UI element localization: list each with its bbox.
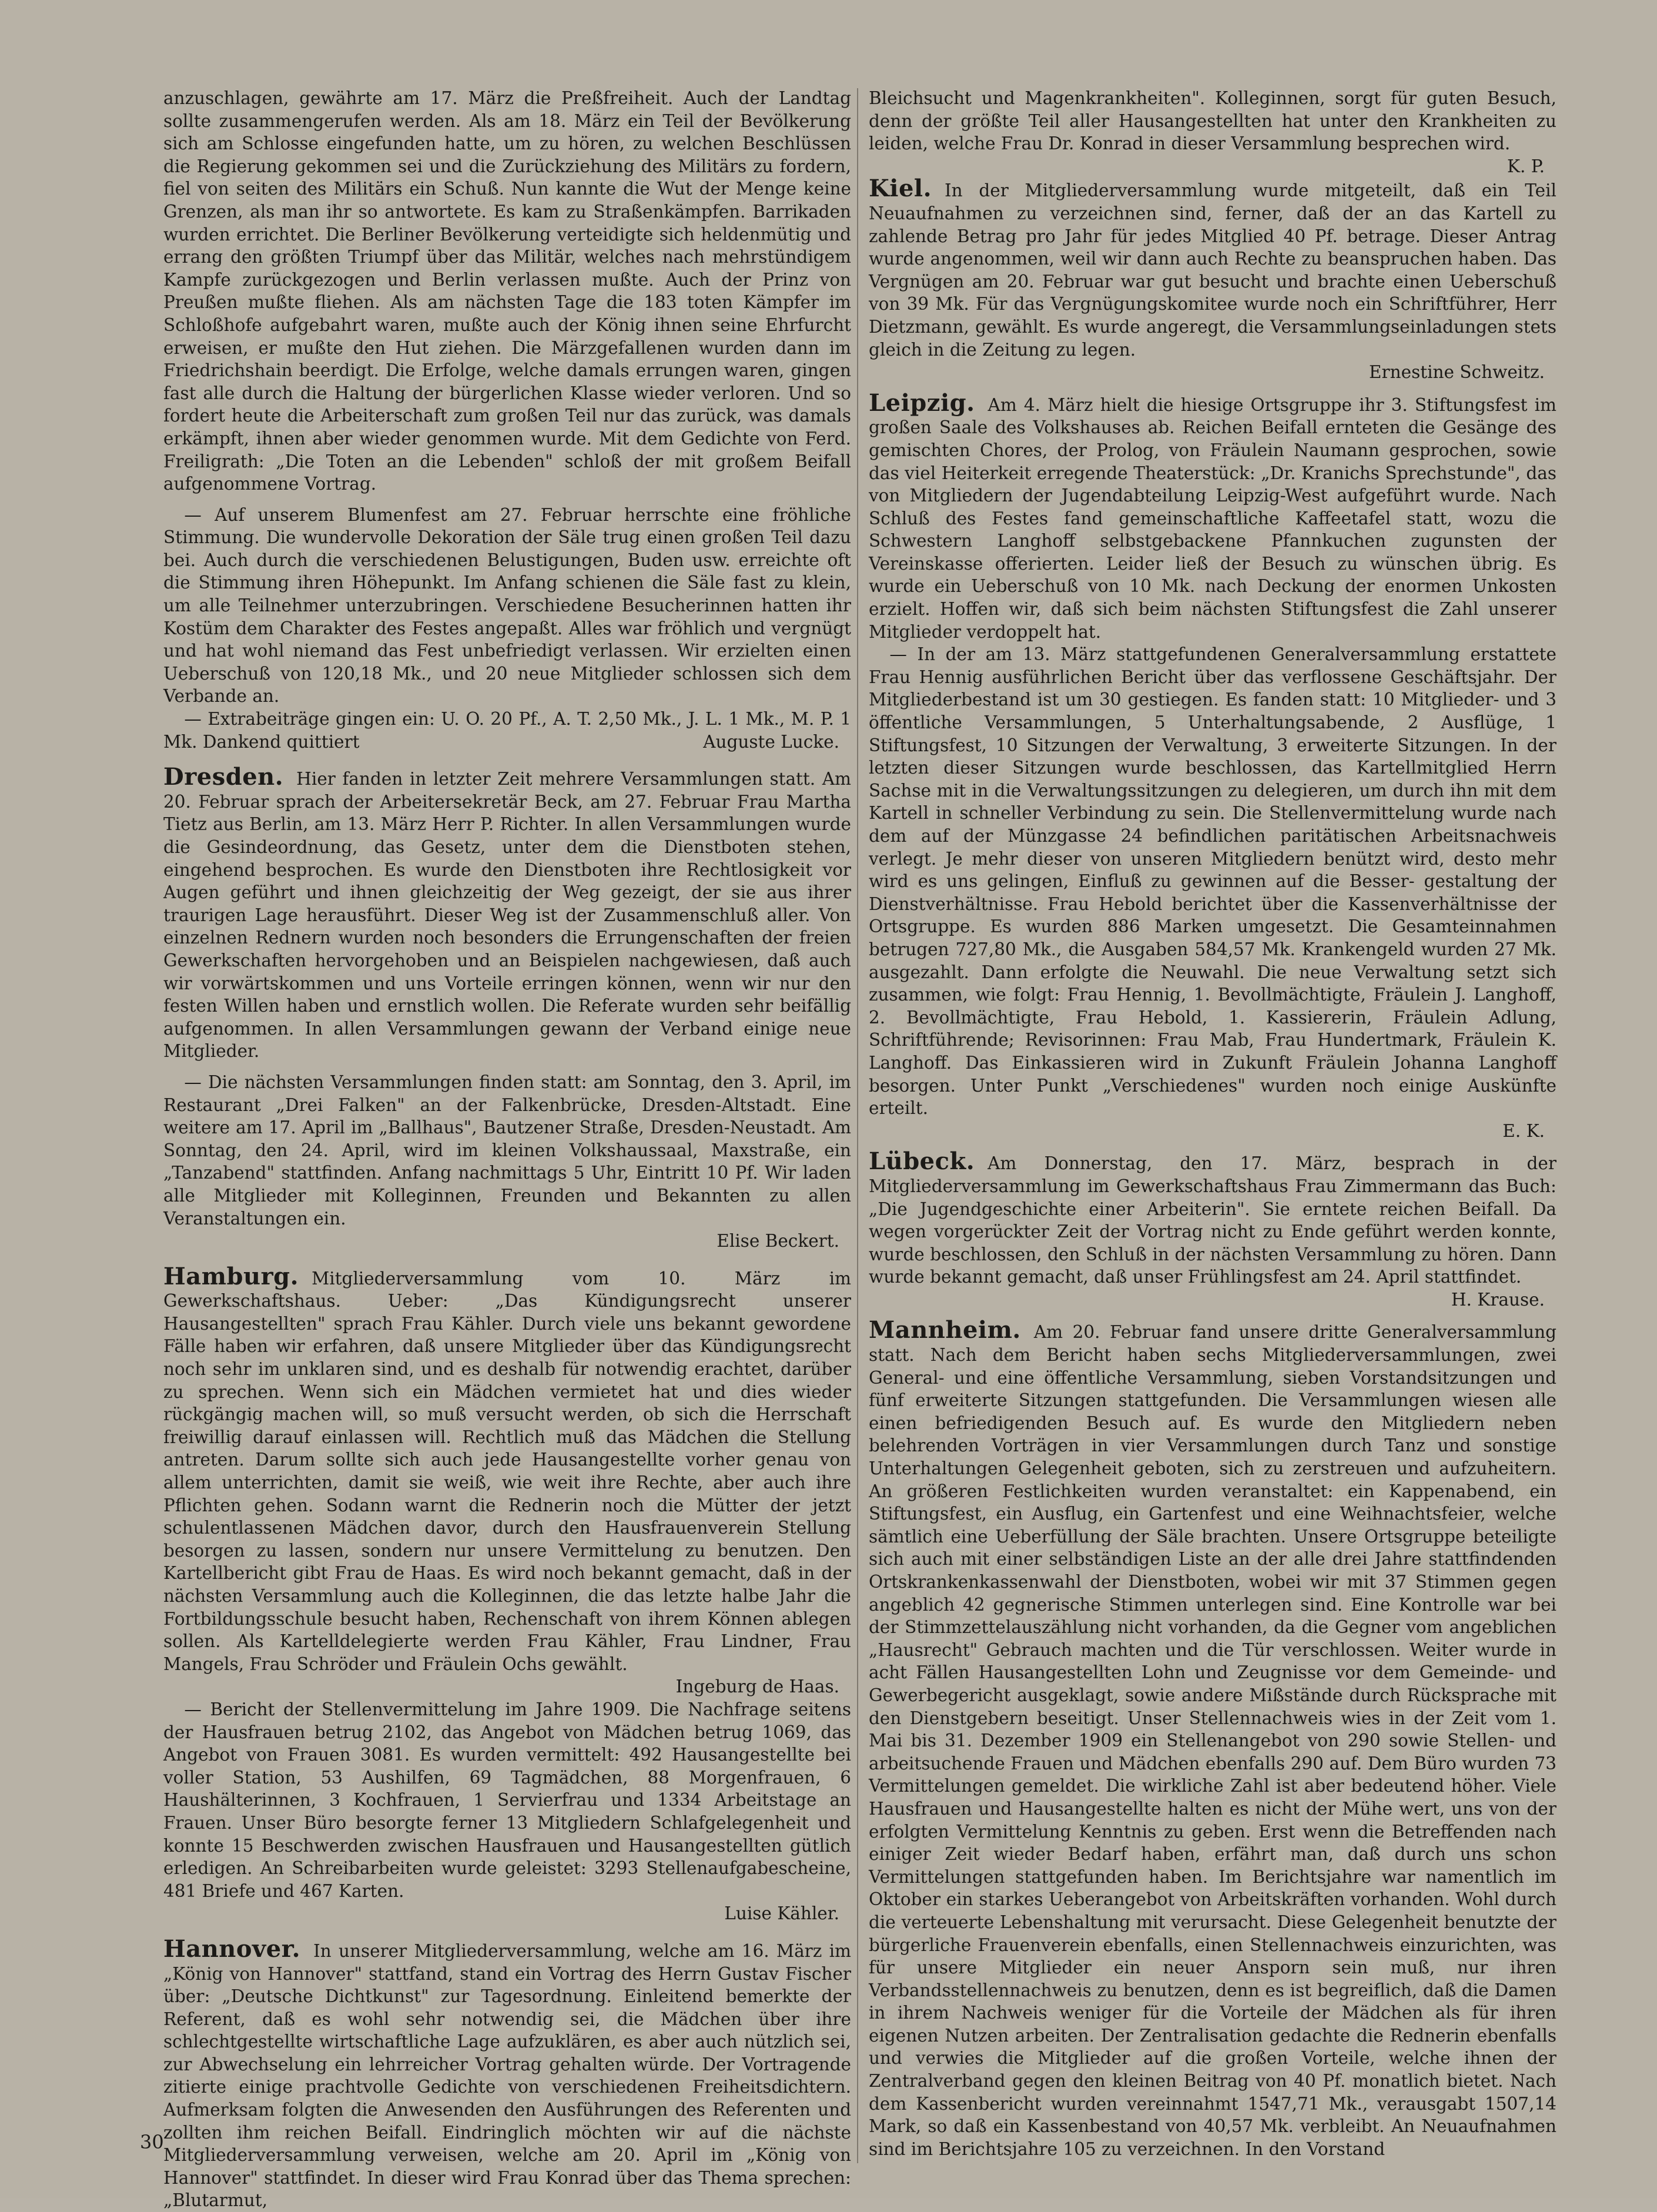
city-heading-hannover: Hannover.	[163, 1935, 301, 1963]
section-luebeck	[869, 1147, 1556, 1289]
signature: Auguste Lucke.	[703, 731, 839, 752]
section-dresden	[163, 763, 851, 1063]
dresden-text: Hier fanden in letzter Zeit mehrere Versammlungen statt. Am 20. Februar sprach der Arbeitersekretär Beck, am 27. Februar Frau Martha Tietz aus Berlin, am 13. März Herr P. Richter. In allen Versammlungen wurde die Gesindeordnung, das Gesetz, unter dem die Dienstboten stehen, eingehend besprochen. Es wurde den Dienstboten ihre Rechtlosigkeit vor Augen geführt und ihnen gleichzeitig der Weg gezeigt, der sie aus ihrer traurigen Lage herausführt. Dieser Weg ist der Zusammenschluß aller. Von einzelnen Rednern wurden noch besonders die Errungenschaften der freien Gewerkschaften hervorgehoben und an Beispielen nachgewiesen, daß auch wir vorwärtskommen und uns Vorteile erringen können, wenn wir nur den festen Willen haben und ernstlich wollen. Die Referate wurden sehr beifällig aufgenommen. In allen Versammlungen gewann der Verband einige neue Mitglieder.	[163, 769, 851, 1062]
paragraph-intro: anzuschlagen, gewährte am 17. März die Preßfreiheit. Auch der Landtag sollte zusammengerufen werden. Als am 18. März ein Teil der Bevölkerung sich am Schlosse eingefunden hatte, um zu hören, zu welchen Beschlüssen die Regierung gekommen sei und die Zurückziehung des Militärs zu fordern, fiel von seiten des Militärs ein Schuß. Nun kannte die Wut der Menge keine Grenzen, als man ihr so antwortete. Es kam zu Straßenkämpfen. Barrikaden wurden errichtet. Die Berliner Bevölkerung verteidigte sich heldenmütig und errang den größten Triumpf über das Militär, welches nach mehrstündigem Kampfe zurückgezogen und Berlin verlassen mußte. Auch der Prinz von Preußen mußte fliehen. Als am nächsten Tage die 183 toten Kämpfer im Schloßhofe aufgebahrt waren, mußte auch der König ihnen seine Ehrfurcht erweisen, er mußte den Hut ziehen. Die Märzgefallenen wurden dann im Friedrichshain beerdigt. Die Erfolge, welche damals errungen waren, gingen fast alle durch die Haltung der bürgerlichen Klasse wieder verloren. Und so fordert heute die Arbeiterschaft zum großen Teil nur das zurück, was damals erkämpft, ihnen aber wieder genommen wurde. Mit dem Gedichte von Ferd. Freiligrath: „Die Toten an die Lebenden" schloß der mit großem Beifall aufgenommene Vortrag.	[163, 88, 851, 494]
extrabeitraege-text: — Extrabeiträge gingen ein: U. O. 20 Pf., A. T. 2,50 Mk., J. L. 1 Mk., M. P. 1 Mk. Dankend quittiert	[163, 709, 851, 752]
page-number: 30	[140, 2131, 164, 2153]
mannheim-text: Am 20. Februar fand unsere dritte Generalversammlung statt. Nach dem Bericht haben sechs Mitgliederversammlungen, zwei General- und eine öffentliche Versammlung, sieben Vorstandsitzungen und fünf erweiterte Sitzungen stattgefunden. Die Versammlungen wiesen alle einen befriedigenden Besuch auf. Es wurde den Mitgliedern neben belehrenden Vorträgen in vier Versammlungen durch Tanz und sonstige Unterhaltungen Gelegenheit geboten, sich zu zerstreuen und aufzuheitern. An größeren Festlichkeiten wurden veranstaltet: ein Kappenabend, ein Stiftungsfest, ein Ausflug, ein Gartenfest und eine Weihnachtsfeier, welche sämtlich eine Ueberfüllung der Säle brachten. Unsere Ortsgruppe beteiligte sich auch mit einer selbständigen Liste an der alle drei Jahre stattfindenden Ortskrankenkassenwahl der Dienstboten, wobei wir mit 37 Stimmen gegen angeblich 42 gegnerische Stimmen unterlegen sind. Eine Kontrolle war bei der Stimmzettelauszählung nicht vorhanden, da die Gegner vom angeblichen „Hausrecht" Gebrauch machten und die Tür verschlossen. Weiter wurde in acht Fällen Hausangestellten Lohn und Zeugnisse vor dem Gemeinde- und Gewerbegericht ausgeklagt, sowie andere Mißstände durch Rücksprache mit den Dienstgebern beseitigt. Unser Stellennachweis wies in der Zeit vom 1. Mai bis 31. Dezember 1909 ein Stellenangebot von 290 sowie Stellen- und arbeitsuchende Frauen und Mädchen ebenfalls 290 auf. Dem Büro wurden 73 Vermittelungen gemeldet. Die wirkliche Zahl ist aber bedeutend höher. Viele Hausfrauen und Hausangestellte halten es nicht der Mühe wert, uns von der erfolgten Vermittelung Kenntnis zu geben. Erst wenn die Betreffenden nach einiger Zeit wieder Bedarf haben, erfährt man, daß durch uns schon Vermittelungen stattgefunden haben. Im Berichtsjahre war namentlich im Oktober ein starkes Ueberangebot von Arbeitskräften vorhanden. Wohl durch die verteuerte Lebenshaltung mit verursacht. Diese Gelegenheit benutzte der bürgerliche Frauenverein ebenfalls, einen Stellennachweis einzurichten, was für unsere Mitglieder ein neuer Ansporn sein muß, nur ihren Verbandsstellennachweis zu benutzen, denn es ist begreiflich, daß die Damen in ihrem Nachweis weniger für die Vorteile der Mädchen als für ihren eigenen Nutzen arbeiten. Der Zentralisation gedachte die Rednerin ebenfalls und verwies die Mitglieder auf die großen Vorteile, welche ihnen der Zentralverband gegen den kleinen Beitrag von 40 Pf. monatlich bietet. Nach dem Kassenbericht wurden vereinnahmt 1547,71 Mk., verausgabt 1507,14 Mark, so daß ein Kassenbestand von 40,57 Mk. verbleibt. An Neuaufnahmen sind im Berichtsjahre 105 zu verzeichnen. In den Vorstand	[869, 1322, 1556, 2159]
section-hannover	[163, 1935, 851, 2212]
signature: Ingeburg de Haas.	[675, 1676, 839, 1697]
paragraph-leipzig-gv: — In der am 13. März stattgefundenen Generalversammlung erstattete Frau Hennig ausführlichen Bericht über das verflossene Geschäftsjahr. Der Mitgliederbestand ist um 30 gestiegen. Es fanden statt: 10 Mitglieder- und 3 öffentliche Versammlungen, 5 Unterhaltungsabende, 2 Ausflüge, 1 Stiftungsfest, 10 Sitzungen der Verwaltung, 3 erweiterte Sitzungen. In der letzten dieser Sitzungen wurde beschlossen, das Kartellmitglied Herrn Sachse mit in die Verwaltungssitzungen zu delegieren, um durch ihn mit dem Kartell in schneller Verbindung zu sein. Die Stellenvermittelung wurde nach dem auf der Münzgasse 24 befindlichen paritätischen Arbeitsnachweis verlegt. Je mehr dieser von unseren Mitgliedern benützt wird, desto mehr wird es uns gelingen, Einfluß zu gewinnen auf die Besser- gestaltung der Dienstverhältnisse. Frau Hebold berichtet über die Kassenverhältnisse der Ortsgruppe. Es wurden 886 Marken umgesetzt. Die Gesamteinnahmen betrugen 727,80 Mk., die Ausgaben 584,57 Mk. Krankengeld wurden 27 Mk. ausgezahlt. Dann erfolgte die Neuwahl. Die neue Verwaltung setzt sich zusammen, wie folgt: Frau Hennig, 1. Bevollmächtigte, Fräulein J. Langhoff, 2. Bevollmächtigte, Frau Hebold, 1. Kassiererin, Fräulein Adlung, Schriftführende; Revisorinnen: Frau Mab, Frau Hundertmark, Fräulein K. Langhoff. Das Einkassieren wird in Zukunft Fräulein Johanna Langhoff besorgen. Unter Punkt „Verschiedenes" wurden noch einige Auskünfte erteilt.	[869, 644, 1556, 1119]
column-divider	[857, 88, 858, 2163]
luebeck-text: Am Donnerstag, den 17. März, besprach in der Mitgliederversammlung im Gewerkschaftshaus Frau Zimmermann das Buch: „Die Jugendgeschichte einer Arbeiterin". Sie erntete reichen Beifall. Da wegen vorgerückter Zeit der Vortrag nicht zu Ende geführt werden konnte, wurde beschlossen, den Schluß in der nächsten Versammlung zu hören. Dann wurde bekannt gemacht, daß unser Frühlingsfest am 24. April stattfindet.	[869, 1153, 1556, 1287]
city-heading-mannheim: Mannheim.	[869, 1316, 1021, 1344]
signature: Luise Kähler.	[724, 1903, 839, 1924]
signature: K. P.	[1507, 156, 1545, 176]
left-column	[163, 87, 851, 2212]
signature: H. Krause.	[1451, 1289, 1545, 1310]
paragraph-blumenfest: — Auf unserem Blumenfest am 27. Februar herrschte eine fröhliche Stimmung. Die wundervolle Dekoration der Säle trug einen großen Teil dazu bei. Auch durch die verschiedenen Belustigungen, Buden usw. erreichte oft die Stimmung ihren Höhepunkt. Im Anfang schienen die Säle fast zu klein, um alle Teilnehmer unterzubringen. Verschiedene Besucherinnen hatten ihr Kostüm dem Charakter des Festes angepaßt. Alles war fröhlich und vergnügt und hat wohl niemand das Fest unbefriedigt verlassen. Wir erzielten einen Ueberschuß von 120,18 Mk., und 20 neue Mitglieder schlossen sich dem Verbande an.	[163, 504, 851, 707]
section-leipzig	[869, 389, 1556, 644]
signature: E. K.	[1502, 1120, 1545, 1141]
kiel-text: In der Mitgliederversammlung wurde mitgeteilt, daß ein Teil Neuaufnahmen zu verzeichnen sind, ferner, daß der an das Kartell zu zahlende Betrag pro Jahr für jedes Mitglied 40 Pf. betrage. Dieser Antrag wurde angenommen, weil wir dann auch Rechte zu beanspruchen haben. Das Vergnügen am 20. Februar war gut besucht und brachte einen Ueberschuß von 39 Mk. Für das Vergnügungskomitee wurde noch ein Schriftführer, Herr Dietzmann, gewählt. Es wurde angeregt, die Versammlungseinladungen stets gleich in die Zeitung zu legen.	[869, 180, 1556, 360]
city-heading-dresden: Dresden.	[163, 763, 284, 791]
city-heading-luebeck: Lübeck.	[869, 1147, 975, 1176]
right-column	[869, 87, 1556, 2160]
leipzig-text: Am 4. März hielt die hiesige Ortsgruppe ihr 3. Stiftungsfest im großen Saale des Volkshauses ab. Reichen Beifall ernteten die Gesänge des gemischten Chores, der Prolog, von Fräulein Naumann gesprochen, sowie das viel Heiterkeit erregende Theaterstück: „Dr. Kranichs Sprechstunde", das von Mitgliedern der Jugendabteilung Leipzig-West aufgeführt wurde. Nach Schluß des Festes fand gemeinschaftliche Kaffeetafel statt, wozu die Schwestern Langhoff selbstgebackene Pfannkuchen zugunsten der Vereinskasse offerierten. Leider ließ der Besuch zu wünschen übrig. Es wurde ein Ueberschuß von 10 Mk. nach Deckung der enormen Unkosten erzielt. Hoffen wir, daß sich beim nächsten Stiftungsfest die Zahl unserer Mitglieder verdoppelt hat.	[869, 394, 1556, 642]
paragraph-hannover-cont: Bleichsucht und Magenkrankheiten". Kolleginnen, sorgt für guten Besuch, denn der größte Teil aller Hausangestellten hat unter den Krankheiten zu leiden, welche Frau Dr. Konrad in dieser Versammlung besprechen wird.	[869, 88, 1556, 154]
city-heading-hamburg: Hamburg.	[163, 1262, 299, 1290]
city-heading-leipzig: Leipzig.	[869, 389, 975, 417]
section-mannheim	[869, 1316, 1556, 2160]
signature: Elise Beckert.	[717, 1231, 839, 1251]
city-heading-kiel: Kiel.	[869, 175, 932, 203]
paragraph-dresden-next: — Die nächsten Versammlungen finden statt: am Sonntag, den 3. April, im Restaurant „Drei Falken" an der Falkenbrücke, Dresden-Altstadt. Eine weitere am 17. April im „Ballhaus", Bautzener Straße, Dresden-Neustadt. Am Sonntag, den 24. April, wird im kleinen Volkshaussaal, Maxstraße, ein „Tanzabend" stattfinden. Anfang nachmittags 5 Uhr, Eintritt 10 Pf. Wir laden alle Mitglieder mit Kolleginnen, Freunden und Bekannten zu allen Veranstaltungen ein.	[163, 1072, 851, 1229]
signature: Ernestine Schweitz.	[1368, 362, 1545, 383]
hannover-text: In unserer Mitgliederversammlung, welche am 16. März im „König von Hannover" stattfand, stand ein Vortrag des Herrn Gustav Fischer über: „Deutsche Dichtkunst" zur Tagesordnung. Einleitend bemerkte der Referent, daß es wohl sehr notwendig sei, die Mädchen über ihre schlechtgestellte wirtschaftliche Lage aufzuklären, es aber auch nützlich sei, zur Abwechselung ein lehrreicher Vortrag gehalten würde. Der Vortragende zitierte einige prachtvolle Gedichte von verschiedenen Freiheitsdichtern. Aufmerksam folgten die Anwesenden den Ausführungen des Referenten und zollten ihm reichen Beifall. Eindringlich möchten wir auf die nächste Mitgliederversammlung verweisen, welche am 20. April im „König von Hannover" stattfindet. In dieser wird Frau Konrad über das Thema sprechen: „Blutarmut,	[163, 1940, 851, 2211]
section-kiel	[869, 175, 1556, 361]
hamburg-text: Mitgliederversammlung vom 10. März im Gewerkschaftshaus. Ueber: „Das Kündigungsrecht unserer Hausangestellten" sprach Frau Kähler. Durch viele uns bekannt gewordene Fälle haben wir erfahren, daß unsere Mitglieder über das Kündigungsrecht noch sehr im unklaren sind, und es deshalb für notwendig erachtet, darüber zu sprechen. Wenn sich ein Mädchen vermietet hat und dies wieder rückgängig machen will, so muß versucht werden, ob sich die Herrschaft freiwillig darauf einlassen will. Rechtlich muß das Mädchen die Stellung antreten. Darum sollte sich auch jede Hausangestellte vorher genau von allem unterrichten, damit sie weiß, wie weit ihre Rechte, aber auch ihre Pflichten gehen. Sodann warnt die Rednerin noch die Mütter der jetzt schulentlassenen Mädchen davor, durch den Hausfrauenverein Stellung besorgen zu lassen, sondern nur unsere Vermittelung zu benutzen. Den Kartellbericht gibt Frau de Haas. Es wird noch bekannt gemacht, daß in der nächsten Versammlung auch die Kolleginnen, die das letzte halbe Jahr die Fortbildungsschule besucht haben, Rechenschaft von ihrem Können ablegen sollen. Als Kartelldelegierte werden Frau Kähler, Frau Lindner, Frau Mangels, Frau Schröder und Fräulein Ochs gewählt.	[163, 1268, 851, 1674]
paragraph-extrabeitraege	[163, 708, 851, 753]
section-hamburg	[163, 1262, 851, 1676]
paragraph-hamburg-bericht: — Bericht der Stellenvermittelung im Jahre 1909. Die Nachfrage seitens der Hausfrauen betrug 2102, das Angebot von Mädchen betrug 1069, das Angebot von Frauen 3081. Es wurden vermittelt: 492 Hausangestellte bei voller Station, 53 Aushilfen, 69 Tagmädchen, 88 Morgenfrauen, 6 Haushälterinnen, 3 Kochfrauen, 1 Servierfrau und 1334 Arbeitstage an Frauen. Unser Büro besorgte ferner 13 Mitgliedern Schlafgelegenheit und konnte 15 Beschwerden zwischen Hausfrauen und Hausangestellten gütlich erledigen. An Schreibarbeiten wurde geleistet: 3293 Stellenaufgabescheine, 481 Briefe und 467 Karten.	[163, 1699, 851, 1901]
